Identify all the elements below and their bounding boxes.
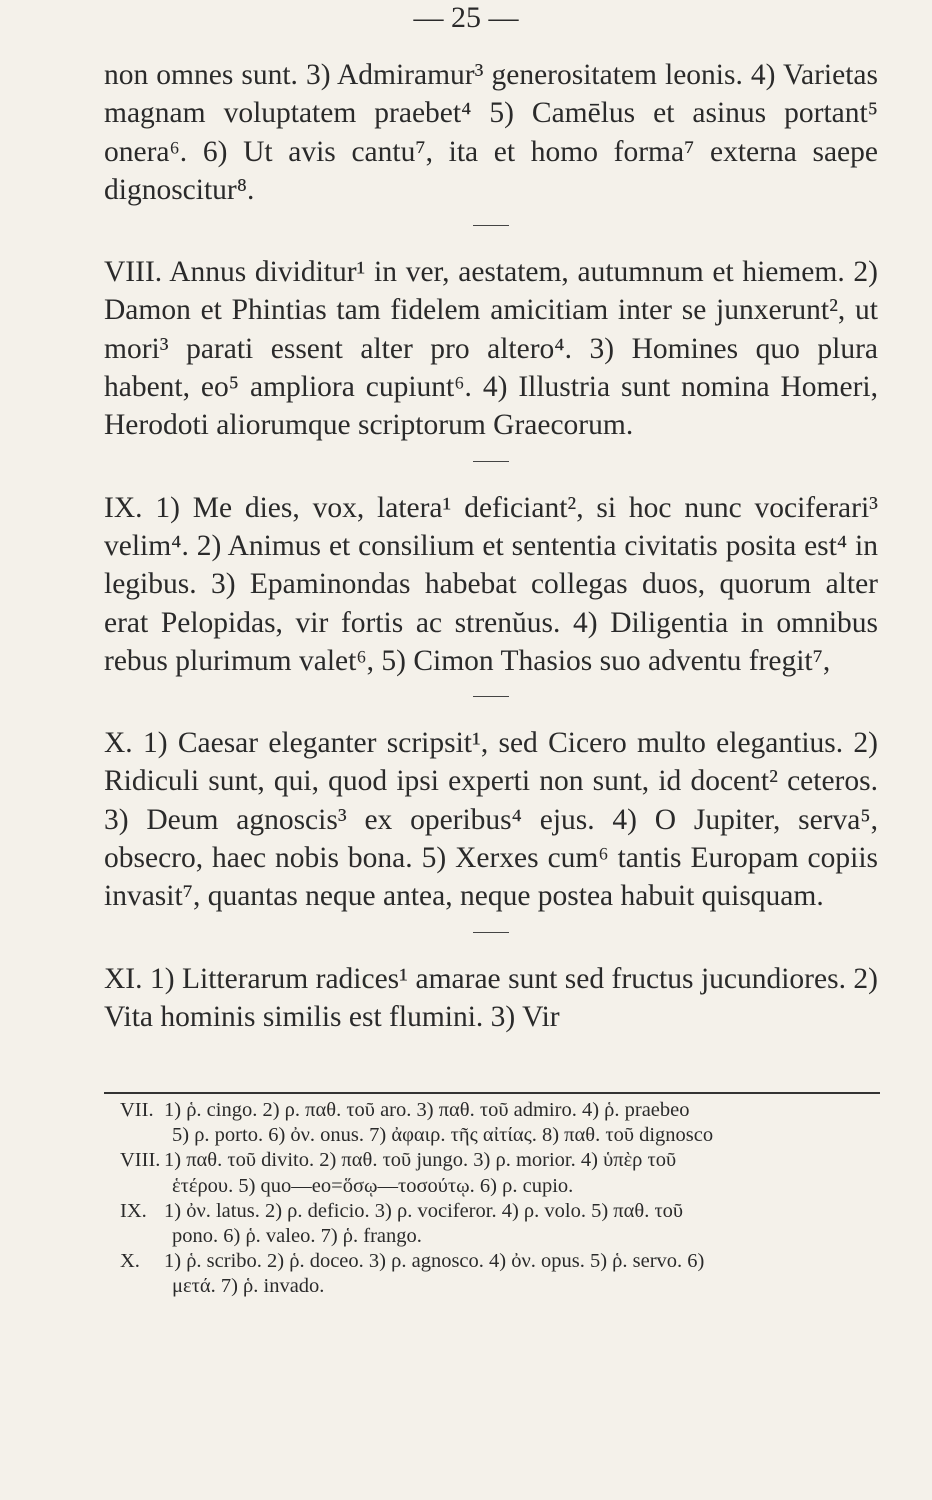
section-divider: [473, 696, 509, 697]
footnote-vii: [120, 1098, 880, 1148]
footnote-x: [120, 1249, 880, 1299]
paragraph-x: X. 1) Caesar eleganter scripsit¹, sed Cicero multo elegantius. 2) Ridiculi sunt, qui, quod ipsi experti non sunt, id docent² ceteros. 3) Deum agnoscis³ ex operibus⁴ ejus. 4) O Jupiter, serva⁵, obsecro, haec nobis bona. 5) Xerxes cum⁶ tantis Europam copiis invasit⁷, quantas neque antea, neque postea habuit quisquam.: [104, 727, 878, 913]
footnote-line: pono. 6) ῥ. valeo. 7) ῥ. frango.: [172, 1225, 422, 1248]
footnotes: [120, 1098, 880, 1300]
footnote-label: X.: [120, 1250, 140, 1273]
footnote-line: 5) ρ. porto. 6) ὀν. onus. 7) ἀφαιρ. τῆς αἰτίας. 8) παθ. τοῦ dignosco: [172, 1124, 714, 1147]
footnote-line: 1) ὀν. latus. 2) ρ. deficio. 3) ρ. vociferor. 4) ρ. volo. 5) παθ. τοῦ: [164, 1199, 684, 1222]
footnote-ix: [120, 1199, 880, 1249]
footnote-line: 1) παθ. τοῦ divito. 2) παθ. τοῦ jungo. 3) ρ. morior. 4) ὑπὲρ τοῦ: [164, 1149, 677, 1172]
footnote-line: 1) ῥ. cingo. 2) ρ. παθ. τοῦ aro. 3) παθ. τοῦ admiro. 4) ῥ. praebeo: [164, 1099, 690, 1121]
footnote-label: VIII.: [120, 1149, 161, 1172]
footnote-viii: [120, 1148, 880, 1198]
footnote-label: IX.: [120, 1199, 147, 1222]
footnote-line: μετά. 7) ῥ. invado.: [172, 1275, 325, 1298]
section-divider: [473, 225, 509, 226]
footnote-label: VII.: [120, 1099, 154, 1121]
paragraph-vii-continued: non omnes sunt. 3) Admiramur³ generositatem leonis. 4) Varietas magnam voluptatem praebet⁴ 5) Camēlus et asinus portant⁵ onera⁶. 6) Ut avis cantu⁷, ita et homo forma⁷ externa saepe dignoscitur⁸.: [104, 59, 878, 206]
paragraph-viii: VIII. Annus dividitur¹ in ver, aestatem, autumnum et hiemem. 2) Damon et Phintias tam fidelem amicitiam inter se junxerunt², ut mori³ parati essent alter pro altero⁴. 3) Homines quo plura habent, eo⁵ ampliora cupiunt⁶. 4) Illustria sunt nomina Homeri, Herodoti aliorumque scriptorum Graecorum.: [104, 256, 878, 442]
paragraph-ix: IX. 1) Me dies, vox, latera¹ deficiant², si hoc nunc vociferari³ velim⁴. 2) Animus et consilium et sententia civitatis posita est⁴ in legibus. 3) Epaminondas habebat collegas duos, quorum alter erat Pelopidas, vir fortis ac strenŭus. 4) Diligentia in omnibus rebus plurimum valet⁶, 5) Cimon Thasios suo adventu fregit⁷,: [104, 491, 878, 677]
main-text: [104, 56, 878, 1036]
footnote-line: 1) ῥ. scribo. 2) ῥ. doceo. 3) ρ. agnosco. 4) ὀν. opus. 5) ῥ. servo. 6): [164, 1250, 705, 1273]
section-divider: [473, 461, 509, 462]
footnote-line: ἑτέρου. 5) quo—eo=ὅσῳ—τοσούτῳ. 6) ρ. cupio.: [172, 1174, 574, 1197]
page-number: — 25 —: [413, 1, 519, 34]
section-divider: [473, 932, 509, 933]
paragraph-xi: XI. 1) Litterarum radices¹ amarae sunt sed fructus jucundiores. 2) Vita hominis similis est flumini. 3) Vir: [104, 962, 878, 1033]
footnote-rule: [104, 1092, 880, 1094]
